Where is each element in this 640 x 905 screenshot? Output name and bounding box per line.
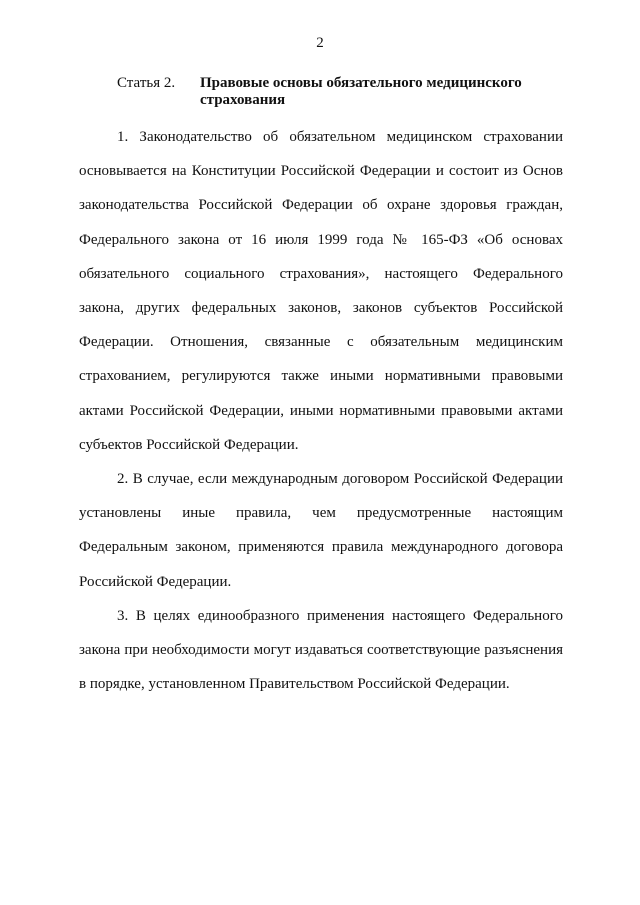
paragraph-3: 3. В целях единообразного применения настоящего Федерального закона при необходимости могут издаваться соответствующие разъяснения в порядке, установленном Правительством Российской Федерации. <box>79 607 563 693</box>
article-label: Статья 2. <box>117 75 176 91</box>
paragraph-2: 2. В случае, если международным договором Российской Федерации установлены иные правила, чем предусмотренные настоящим Федеральным законом, применяются правила международного договора Российской Федерации. <box>79 471 563 590</box>
paragraph-1: 1. Законодательство об обязательном медицинском страховании основывается на Конституции Российской Федерации и состоит из Основ законодательства Российской Федерации об охране здоровья граждан, Федерального закона от 16 июля 1999 года № 165-ФЗ «Об основах обязательного социального страхования», настоящего Федерального закона, других федеральных законов, законов субъектов Российской Федерации. Отношения, связанные с обязательным медицинским страхованием, регулируются также иными нормативными правовыми актами Российской Федерации, иными нормативными правовыми актами субъектов Российской Федерации. <box>79 129 563 453</box>
article-title: Правовые основы обязательного медицинского страхования <box>200 75 522 108</box>
page-number: 2 <box>316 35 324 51</box>
article-body <box>79 120 563 701</box>
